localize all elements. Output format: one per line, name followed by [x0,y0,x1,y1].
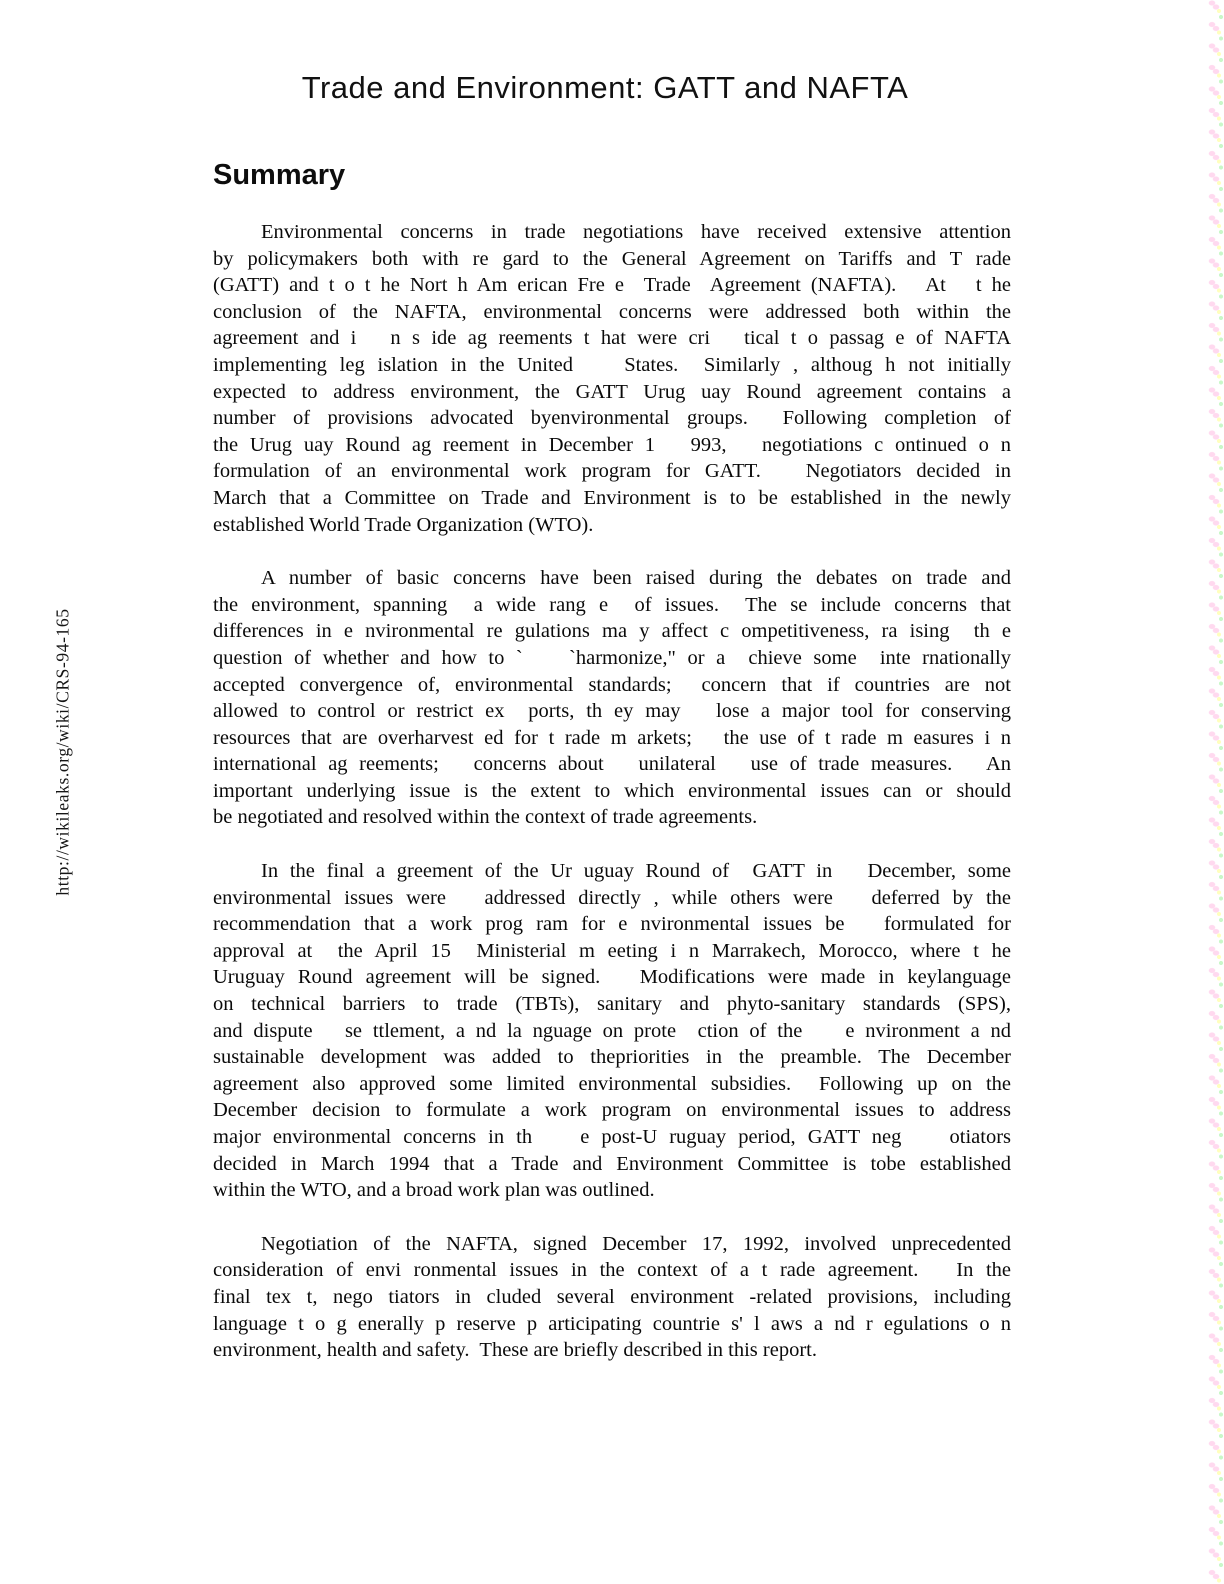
text-line: on technical barriers to trade (TBTs), sanitary and phyto-sanitary standards (SPS), [213,993,1011,1016]
text-line: resources that are overharvest ed for t rade m arkets; the use of t rade m easures i n [213,726,1011,749]
text-line: March that a Committee on Trade and Environment is to be established in the newly [213,486,1011,509]
text-line: Uruguay Round agreement will be signed. Modifications were made in keylanguage [213,966,1011,989]
text-line: within the WTO, and a broad work plan was outlined. [213,1179,655,1202]
text-line: final tex t, nego tiators in cluded several environment -related provisions, including [213,1285,1011,1308]
text-line: consideration of envi ronmental issues in the context of a t rade agreement. In the [213,1259,1011,1282]
text-line: agreement also approved some limited environmental subsidies. Following up on the [213,1072,1011,1095]
paragraph [213,858,1011,1204]
text-line: and dispute se ttlement, a nd la nguage on prote ction of the e nvironment a nd [213,1019,1011,1042]
text-line: the Urug uay Round ag reement in December 1 993, negotiations c ontinued o n [213,433,1011,456]
text-line: In the final a greement of the Ur uguay Round of GATT in December, some [261,860,1011,883]
sidebar-source-url: http://wikileaks.org/wiki/CRS-94-165 [52,608,73,896]
text-line: expected to address environment, the GATT Urug uay Round agreement contains a [213,380,1011,403]
document-body [213,219,1011,1391]
paragraph [213,219,1011,538]
text-line: major environmental concerns in th e post-U ruguay period, GATT neg otiators [213,1126,1011,1148]
text-line: language t o g enerally p reserve p articipating countrie s' l aws a nd r egulations o n [213,1312,1011,1335]
text-line: Environmental concerns in trade negotiations have received extensive attention [261,221,1011,243]
text-line: December decision to formulate a work program on environmental issues to address [213,1099,1011,1122]
right-edge-dot-pattern [1204,0,1224,1584]
text-line: formulation of an environmental work program for GATT. Negotiators decided in [213,460,1011,483]
page-title: Trade and Environment: GATT and NAFTA [301,70,909,105]
text-line: important underlying issue is the extent to which environmental issues can or should [213,779,1011,802]
text-line: sustainable development was added to thepriorities in the preamble. The December [213,1046,1011,1069]
text-line: A number of basic concerns have been raised during the debates on trade and [261,567,1011,590]
text-line: environmental issues were addressed directly , while others were deferred by the [213,886,1011,909]
text-line: agreement and i n s ide ag reements t hat were cri tical t o passag e of NAFTA [213,327,1011,350]
summary-heading: Summary [213,159,346,191]
text-line: conclusion of the NAFTA, environmental concerns were addressed both within the [213,300,1011,323]
text-line: be negotiated and resolved within the context of trade agreements. [213,806,758,829]
text-line: Negotiation of the NAFTA, signed December 17, 1992, involved unprecedented [261,1232,1011,1255]
text-line: decided in March 1994 that a Trade and Environment Committee is tobe established [213,1152,1011,1175]
text-line: the environment, spanning a wide rang e of issues. The se include concerns that [213,593,1011,616]
text-line: allowed to control or restrict ex ports, th ey may lose a major tool for conserving [213,700,1011,723]
text-line: international ag reements; concerns about unilateral use of trade measures. An [213,753,1011,776]
text-line: established World Trade Organization (WTO). [213,513,594,536]
text-line: number of provisions advocated byenvironmental groups. Following completion of [213,407,1011,430]
text-line: question of whether and how to ` `harmonize," or a chieve some inte rnationally [213,646,1011,669]
text-line: by policymakers both with re gard to the General Agreement on Tariffs and T rade [213,247,1011,270]
text-line: approval at the April 15 Ministerial m eeting i n Marrakech, Morocco, where t he [213,939,1011,962]
text-line: accepted convergence of, environmental standards; concern that if countries are not [213,673,1011,696]
text-line: differences in e nvironmental re gulations ma y affect c ompetitiveness, ra ising th e [213,620,1011,643]
paragraph [213,1231,1011,1364]
text-line: (GATT) and t o t he Nort h Am erican Fre e Trade Agreement (NAFTA). At t he [213,274,1011,297]
paragraph [213,565,1011,831]
text-line: environment, health and safety. These are briefly described in this report. [213,1339,817,1362]
text-line: recommendation that a work prog ram for e nvironmental issues be formulated for [213,913,1011,936]
text-line: implementing leg islation in the United States. Similarly , althoug h not initially [213,353,1011,376]
